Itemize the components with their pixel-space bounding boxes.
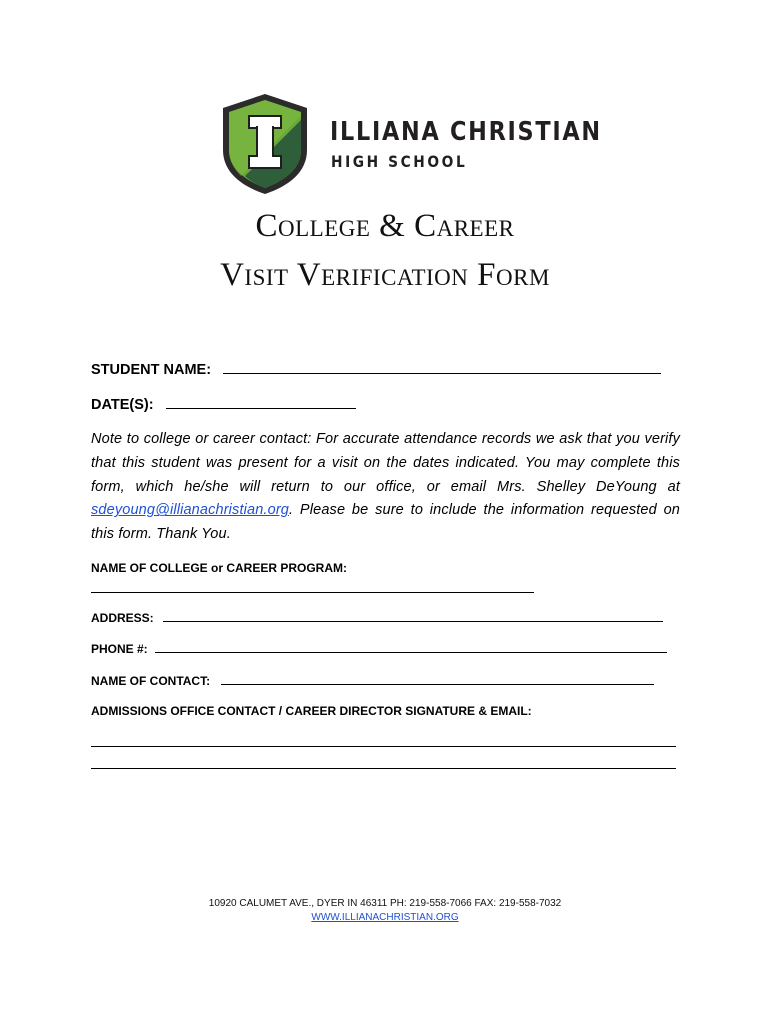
address-line[interactable]: [163, 620, 663, 622]
phone-line[interactable]: [155, 651, 667, 653]
phone-row: [91, 642, 667, 656]
school-shield-logo: [219, 92, 311, 196]
signature-line-2[interactable]: [91, 768, 676, 769]
dates-row: [91, 397, 356, 413]
signature-label: ADMISSIONS OFFICE CONTACT / CAREER DIRECTOR SIGNATURE & EMAIL:: [91, 704, 532, 718]
contact-note: [91, 428, 680, 547]
dates-line[interactable]: [166, 407, 356, 409]
contact-row: [91, 674, 654, 688]
school-subtitle: HIGH SCHOOL: [331, 152, 468, 171]
contact-label: NAME OF CONTACT:: [91, 674, 211, 688]
dates-label: DATE(S):: [91, 397, 154, 413]
email-link[interactable]: sdeyoung@illianachristian.org: [91, 502, 290, 519]
form-title-line-2: Visit Verification Form: [220, 257, 550, 293]
form-title-line-1: College & Career: [255, 208, 515, 244]
address-row: [91, 611, 663, 625]
signature-line-1[interactable]: [91, 746, 676, 747]
student-name-row: [91, 362, 661, 378]
college-program-label: NAME OF COLLEGE or CAREER PROGRAM:: [91, 561, 348, 575]
student-name-line[interactable]: [223, 372, 661, 374]
contact-line[interactable]: [221, 683, 654, 685]
note-text-end: . Please be sure to include the information requested on this form. Thank You.: [91, 502, 680, 543]
college-program-line[interactable]: [91, 592, 534, 593]
note-text: Note to college or career contact: For accurate attendance records we ask that you verify that this student was present for a visit on the dates indicated. You may complete this form, which he/she will return to our office, or email Mrs. Shelley DeYoung at: [91, 431, 680, 495]
student-name-label: STUDENT NAME:: [91, 362, 212, 378]
address-label: ADDRESS:: [91, 611, 154, 625]
school-name: ILLIANA CHRISTIAN: [330, 117, 602, 147]
footer-address: 10920 CALUMET AVE., DYER IN 46311 PH: 219-558-7066 FAX: 219-558-7032: [208, 898, 562, 909]
website-link[interactable]: WWW.ILLIANACHRISTIAN.ORG: [311, 912, 459, 923]
phone-label: PHONE #:: [91, 642, 148, 656]
